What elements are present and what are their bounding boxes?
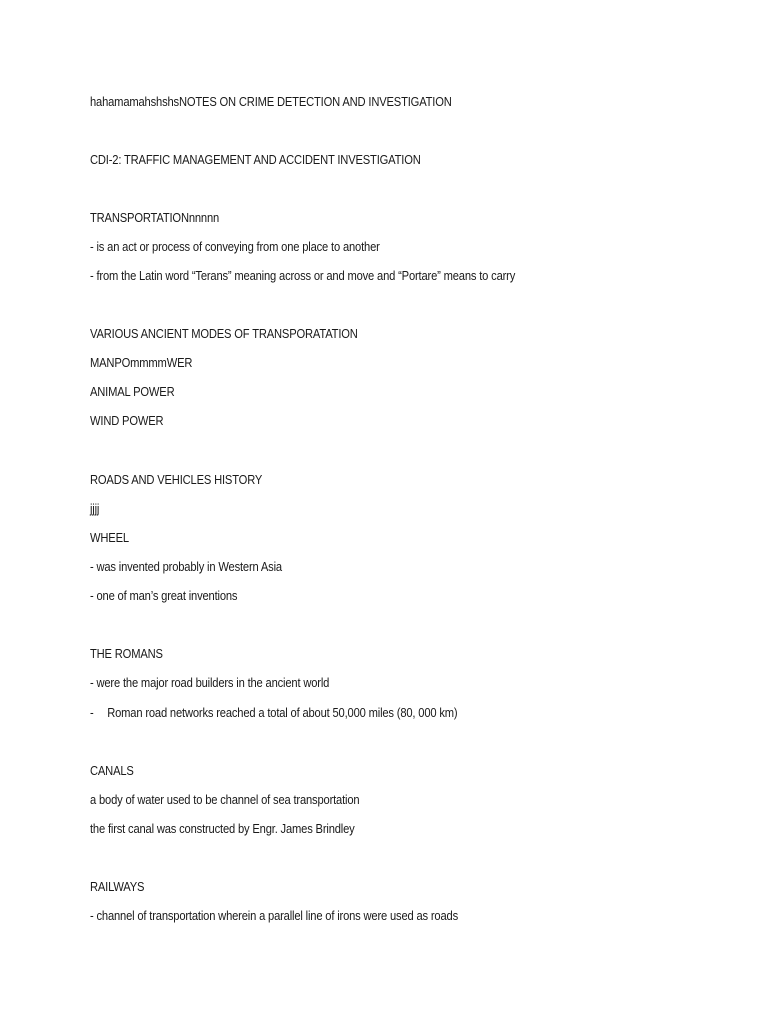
romans-line-2	[90, 705, 457, 721]
ancient-modes-heading: VARIOUS ANCIENT MODES OF TRANSPORATATION	[90, 326, 358, 341]
railways-heading: RAILWAYS	[90, 879, 145, 894]
railways-line-1: - channel of transportation wherein a parallel line of irons were used as roads	[90, 908, 458, 923]
list-dash: -	[90, 705, 94, 720]
transportation-heading: TRANSPORTATIONnnnnn	[90, 210, 220, 225]
document-title: hahamamahshshsNOTES ON CRIME DETECTION AND INVESTIGATION	[90, 94, 452, 109]
canals-line-1: a body of water used to be channel of sea transportation	[90, 792, 360, 807]
wheel-line-2: - one of man’s great inventions	[90, 588, 238, 603]
ancient-mode-item: ANIMAL POWER	[90, 384, 175, 399]
wheel-heading: WHEEL	[90, 530, 129, 545]
transportation-definition: - is an act or process of conveying from one place to another	[90, 239, 380, 254]
transportation-etymology: - from the Latin word “Terans” meaning across or and move and “Portare” means to carry	[90, 268, 516, 283]
roads-heading: ROADS AND VEHICLES HISTORY	[90, 472, 263, 487]
roads-jjjj: jjjj	[90, 501, 100, 516]
ancient-mode-item: WIND POWER	[90, 413, 164, 428]
ancient-mode-item: MANPOmmmmWER	[90, 355, 193, 370]
document-subtitle: CDI-2: TRAFFIC MANAGEMENT AND ACCIDENT INVESTIGATION	[90, 152, 421, 167]
canals-heading: CANALS	[90, 763, 134, 778]
wheel-line-1: - was invented probably in Western Asia	[90, 559, 282, 574]
canals-line-2: the first canal was constructed by Engr. James Brindley	[90, 821, 355, 836]
romans-line-1: - were the major road builders in the ancient world	[90, 675, 330, 690]
romans-line-2-text: Roman road networks reached a total of about 50,000 miles (80, 000 km)	[107, 705, 458, 720]
romans-heading: THE ROMANS	[90, 646, 163, 661]
